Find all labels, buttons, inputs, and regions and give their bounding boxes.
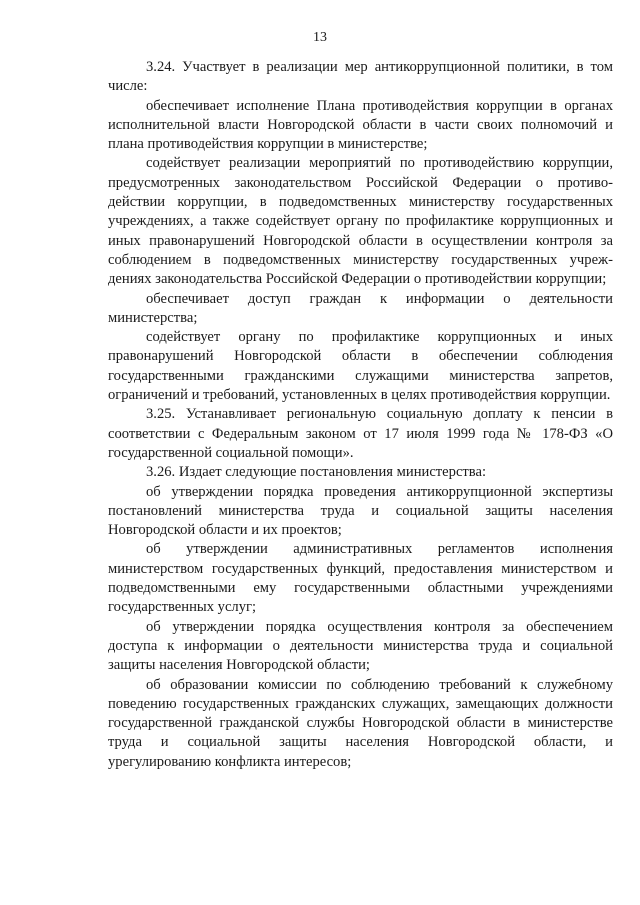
paragraph-anticorruption-plan: обеспечивает исполнение Плана противодействия коррупции в органах исполнительной власти Новгородской области в части своих полномочий и плана противодействия коррупции в министерстве; [108,97,613,153]
document-body [108,58,613,772]
paragraph-control-order: об утверждении порядка осуществления контроля за обеспечением доступа к информации о деятельности министерства труда и социальной защиты населения Новгородской области; [108,618,613,674]
paragraph-3-26: 3.26. Издает следующие постановления министерства: [146,464,487,481]
paragraph-information-access: обеспечивает доступ граждан к информации о деятельности министерства; [108,290,613,326]
paragraph-3-24: 3.24. Участвует в реализации мер антикоррупционной политики, в том числе: [108,59,613,95]
paragraph-civil-servants-compliance: содействует органу по профилактике коррупционных и иных правонарушений Новгородской области в обеспечении соблюдения государственными гражданскими служащими министерства запретов, ограничений и требований, установленных в целях противодействия коррупции. [108,329,613,404]
paragraph-ethics-commission: об образовании комиссии по соблюдению требований к служебному поведению государственных гражданских служащих, замещающих должности государственной гражданской службы Новгородской области в министерстве труда и социальной защиты населения Новгородской области, и урегулированию конфликта интересов; [108,676,613,770]
paragraph-anticorruption-measures: содействует реализации мероприятий по противодействию коррупции, предусмотренных законодательством Российской Федерации о противо-действии коррупции, в подведомственных министерству государственных учреждениях, а также содействует органу по профилактике коррупционных и иных правонарушений Новгородской области в осуществлении контроля за соблюдением в подведомственных министерству государственных учреж-дениях законодательства Российской Федерации о противодействии коррупции; [108,155,613,288]
paragraph-administrative-regulations: об утверждении административных регламентов исполнения министерством государственных функций, предоставления министерством и подведомственными ему государственными областными учреждениями государственных услуг; [108,541,613,616]
paragraph-expertise-order: об утверждении порядка проведения антикоррупционной экспертизы постановлений министерства труда и социальной защиты населения Новгородской области и их проектов; [108,483,613,539]
paragraph-3-25: 3.25. Устанавливает региональную социальную доплату к пенсии в соответствии с Федеральным законом от 17 июля 1999 года № 178-ФЗ «О государственной социальной помощи». [108,406,613,461]
page-number: 13 [313,30,327,45]
